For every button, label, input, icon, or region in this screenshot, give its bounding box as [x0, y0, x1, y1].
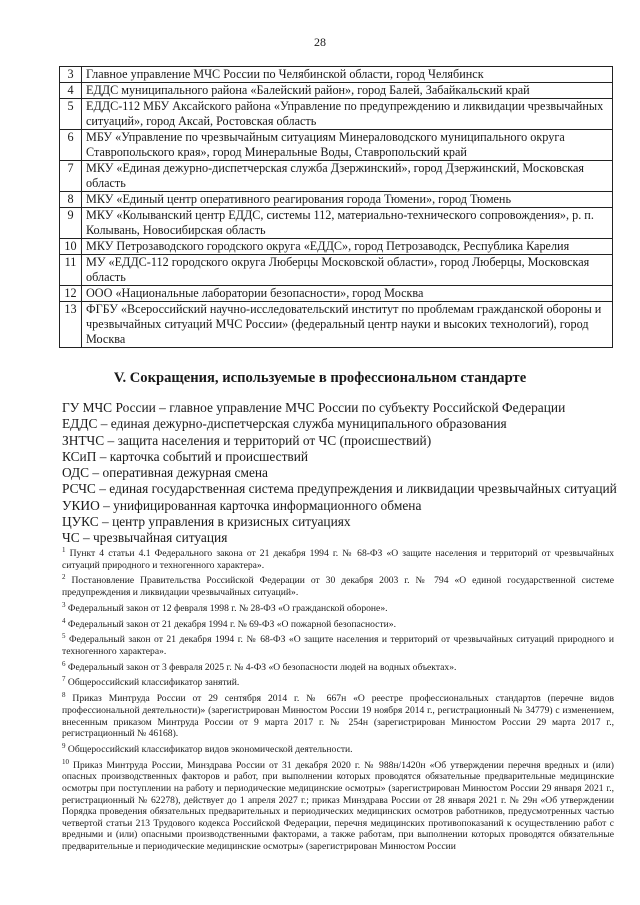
row-number: 10	[60, 239, 82, 255]
footnote-text: Федеральный закон от 21 декабря 1994 г. № 68-ФЗ «О защите населения и территорий от чрезвычайных ситуаций природного и техногенного характера».	[62, 634, 614, 658]
footnote-text: Федеральный закон от 21 декабря 1994 г. № 69-ФЗ «О пожарной безопасности».	[67, 618, 396, 630]
table-row	[60, 99, 613, 130]
footnote-number: 3	[62, 600, 66, 609]
row-text: МБУ «Управление по чрезвычайным ситуациям Минераловодского муниципального округа Ставропольского края», город Минеральные Воды, Ставропольский край	[82, 130, 613, 161]
row-text: МКУ «Единая дежурно-диспетчерская служба Дзержинский», город Дзержинский, Московская область	[82, 161, 613, 192]
list-item: ЗНТЧС – защита населения и территорий от ЧС (происшествий)	[62, 432, 432, 448]
footnote	[62, 600, 614, 615]
footnote-number: 6	[62, 659, 66, 668]
list-item: ГУ МЧС России – главное управление МЧС России по субъекту Российской Федерации	[62, 400, 566, 415]
footnote-number: 8	[62, 691, 66, 700]
footnote-text: Общероссийский классификатор видов экономической деятельности.	[67, 744, 353, 755]
list-item: РСЧС – единая государственная система предупреждения и ликвидации чрезвычайных ситуаций	[62, 481, 617, 497]
footnote	[62, 659, 614, 674]
list-item: ЦУКС – центр управления в кризисных ситуациях	[62, 514, 351, 530]
row-number: 8	[60, 192, 82, 208]
footnote-text: Федеральный закон от 12 февраля 1998 г. № 28-ФЗ «О гражданской обороне».	[67, 602, 388, 614]
table-row	[60, 255, 613, 286]
row-text: ЕДДС муниципального района «Балейский район», город Балей, Забайкальский край	[82, 83, 613, 99]
footnote-number: 4	[62, 616, 66, 625]
footnote-text: Пункт 4 статьи 4.1 Федерального закона от 21 декабря 1994 г. № 68-ФЗ «О защите населения и территорий от чрезвычайных ситуаций природного и техногенного характера».	[62, 548, 614, 571]
footnote-number: 10	[62, 757, 69, 766]
row-number: 4	[60, 83, 82, 99]
list-item: КСиП – карточка событий и происшествий	[62, 448, 309, 464]
footnote-text: Приказ Минтруда России от 29 сентября 2014 г. № 667н «О реестре профессиональных стандартов (перечне видов профессиональной деятельности)» (зарегистрирован Минюстом России 19 ноября 2014 г., регистрационный № 34779) с изменением, внесенным приказом Минтруда России от 9 марта 2017 г. № 254н (зарегистрирован Минюстом России 29 марта 2017 г., регистрационный № 46168).	[62, 693, 614, 740]
footnote	[62, 572, 614, 598]
row-text: ЕДДС-112 МБУ Аксайского района «Управление по предупреждению и ликвидации чрезвычайных ситуаций», город Аксай, Ростовская область	[82, 99, 613, 130]
table-row	[60, 302, 613, 348]
organizations-table	[59, 66, 613, 348]
row-number: 5	[60, 99, 82, 130]
row-text: ООО «Национальные лаборатории безопасности», город Москва	[82, 286, 613, 302]
row-text: Главное управление МЧС России по Челябинской области, город Челябинск	[82, 67, 613, 83]
footnote-number: 5	[62, 632, 66, 641]
footnote-text: Постановление Правительства Российской Федерации от 30 декабря 2003 г. № 794 «О единой государственной системе предупреждения и ликвидации чрезвычайных ситуаций».	[62, 575, 615, 599]
row-number: 13	[60, 302, 82, 348]
list-item: ЧС – чрезвычайная ситуация	[62, 530, 228, 546]
footnote-text: Приказ Минтруда России, Минздрава России от 31 декабря 2020 г. № 988н/1420н «Об утверждении перечня вредных и (или) опасных производственных факторов и работ, при выполнении которых проводятся обязательные предварительные медицинские осмотры при поступлении на работу и периодические медицинские осмотры» (зарегистрирован Минюстом России 29 января 2021 г., регистрационный № 62278), действует до 1 апреля 2027 г.; приказ Минздрава России от 28 января 2021 г. № 29н «Об утверждении Порядка проведения обязательных предварительных и периодических медицинских осмотров работников, предусмотренных частью четвертой статьи 213 Трудового кодекса Российской Федерации, перечня медицинских противопоказаний к осуществлению работ с вредными и (или) опасными производственными факторами, а также работам, при выполнении которых проводятся обязательные предварительные и периодические медицинские осмотры» (зарегистрирован Минюстом России	[62, 759, 614, 852]
table-row	[60, 208, 613, 239]
row-number: 3	[60, 67, 82, 83]
abbreviations-list	[62, 400, 622, 547]
footnote-text: Общероссийский классификатор занятий.	[67, 677, 240, 689]
table-row	[60, 239, 613, 255]
table-row	[60, 130, 613, 161]
row-text: МКУ Петрозаводского городского округа «ЕДДС», город Петрозаводск, Республика Карелия	[82, 239, 613, 255]
row-text: МУ «ЕДДС-112 городского округа Люберцы Московской области», город Люберцы, Московская область	[82, 255, 613, 286]
footnote	[62, 616, 614, 631]
page-number: 28	[314, 35, 326, 49]
table-row	[60, 83, 613, 99]
footnote	[62, 631, 614, 657]
row-text: ФГБУ «Всероссийский научно-исследовательский институт по проблемам гражданской обороны и чрезвычайных ситуаций МЧС России» (федеральный центр науки и высоких технологий), город Москва	[82, 302, 613, 348]
table-row	[60, 67, 613, 83]
table-row	[60, 161, 613, 192]
footnotes	[62, 545, 614, 854]
footnote	[62, 757, 614, 853]
row-text: МКУ «Колыванский центр ЕДДС, системы 112, материально-технического сопровождения», р. п. Колывань, Новосибирская область	[82, 208, 613, 239]
footnote-number: 2	[62, 573, 66, 582]
table-row	[60, 286, 613, 302]
row-number: 9	[60, 208, 82, 239]
footnote	[62, 741, 614, 756]
table-row	[60, 192, 613, 208]
footnote-number: 1	[62, 546, 66, 554]
list-item: ЕДДС – единая дежурно-диспетчерская служба муниципального образования	[62, 416, 507, 432]
row-number: 12	[60, 286, 82, 302]
row-text: МКУ «Единый центр оперативного реагирования города Тюмени», город Тюмень	[82, 192, 613, 208]
list-item: ОДС – оперативная дежурная смена	[62, 465, 268, 481]
footnote-number: 7	[62, 675, 66, 684]
row-number: 7	[60, 161, 82, 192]
footnote-number: 9	[62, 741, 66, 750]
footnote	[62, 674, 614, 689]
list-item: УКИО – унифицированная карточка информационного обмена	[62, 497, 422, 513]
row-number: 11	[60, 255, 82, 286]
section-title: V. Сокращения, используемые в профессиональном стандарте	[113, 370, 527, 386]
footnote	[62, 545, 614, 571]
footnote-text: Федеральный закон от 3 февраля 2025 г. № 4-ФЗ «О безопасности людей на водных объектах».	[67, 661, 457, 673]
row-number: 6	[60, 130, 82, 161]
footnote	[62, 690, 614, 740]
